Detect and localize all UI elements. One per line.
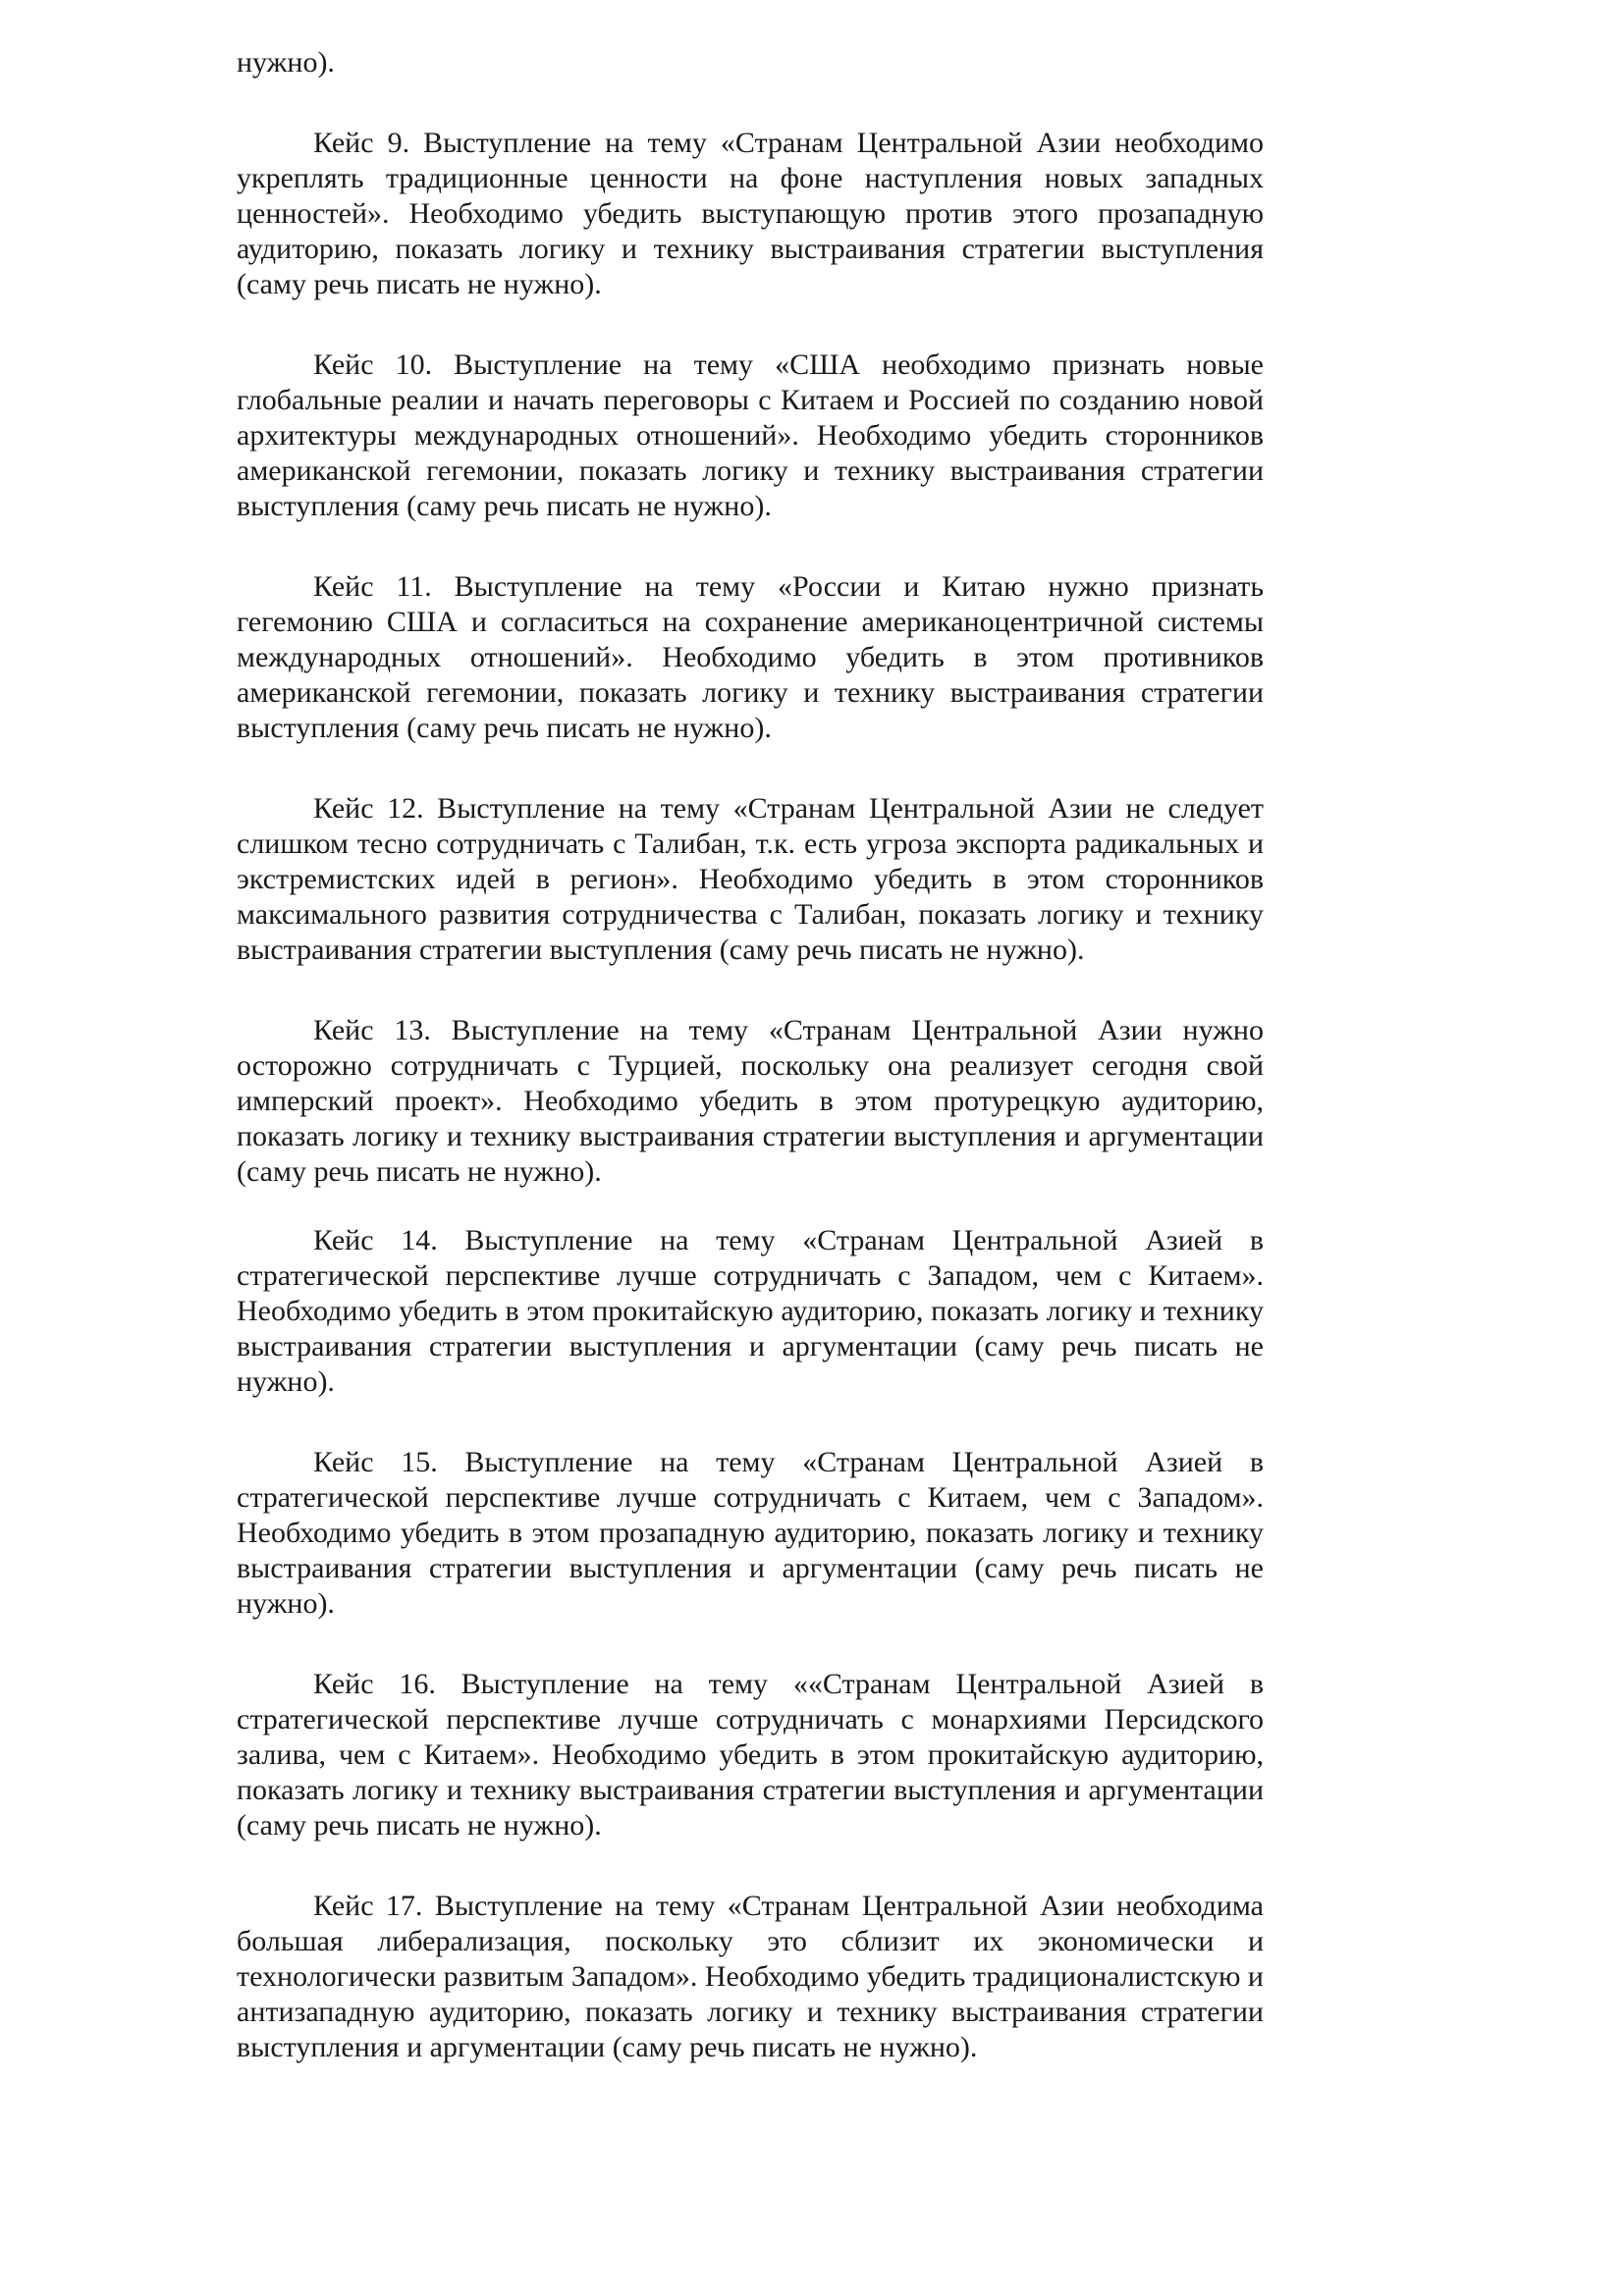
case-16: Кейс 16. Выступление на тему ««Странам Центральной Азией в стратегической перспективе лучше сотрудничать с монархиями Персидского залива, чем с Китаем». Необходимо убедить в этом прокитайскую аудиторию, показать логику и технику выстраивания стратегии выступления и аргументации (саму речь писать не нужно). [237,1668,1264,1842]
case-12: Кейс 12. Выступление на тему «Странам Центральной Азии не следует слишком тесно сотрудничать с Талибан, т.к. есть угроза экспорта радикальных и экстремистских идей в регион». Необходимо убедить в этом сторонников максимального развития сотрудничества с Талибан, показать логику и технику выстраивания стратегии выступления (саму речь писать не нужно). [237,792,1264,966]
case-13: Кейс 13. Выступление на тему «Странам Центральной Азии нужно осторожно сотрудничать с Турцией, поскольку она реализует сегодня свой имперский проект». Необходимо убедить в этом протурецкую аудиторию, показать логику и технику выстраивания стратегии выступления и аргументации (саму речь писать не нужно). [237,1014,1264,1188]
case-15: Кейс 15. Выступление на тему «Странам Центральной Азией в стратегической перспективе лучше сотрудничать с Китаем, чем с Западом». Необходимо убедить в этом прозападную аудиторию, показать логику и технику выстраивания стратегии выступления и аргументации (саму речь писать не нужно). [237,1446,1264,1620]
case-10: Кейс 10. Выступление на тему «США необходимо признать новые глобальные реалии и начать переговоры с Китаем и Россией по созданию новой архитектуры международных отношений». Необходимо убедить сторонников американской гегемонии, показать логику и технику выстраивания стратегии выступления (саму речь писать не нужно). [237,348,1264,522]
case-11: Кейс 11. Выступление на тему «России и Китаю нужно признать гегемонию США и согласиться на сохранение американоцентричной системы международных отношений». Необходимо убедить в этом противников американской гегемонии, показать логику и технику выстраивания стратегии выступления (саму речь писать не нужно). [237,570,1264,744]
case-14: Кейс 14. Выступление на тему «Странам Центральной Азией в стратегической перспективе лучше сотрудничать с Западом, чем с Китаем». Необходимо убедить в этом прокитайскую аудиторию, показать логику и технику выстраивания стратегии выступления и аргументации (саму речь писать не нужно). [237,1224,1264,1398]
case-9: Кейс 9. Выступление на тему «Странам Центральной Азии необходимо укреплять традиционные ценности на фоне наступления новых западных ценностей». Необходимо убедить выступающую против этого прозападную аудиторию, показать логику и технику выстраивания стратегии выступления (саму речь писать не нужно). [237,127,1264,300]
lead-fragment: нужно). [237,46,335,79]
case-17: Кейс 17. Выступление на тему «Странам Центральной Азии необходима большая либерализация, поскольку это сблизит их экономически и технологически развитым Западом». Необходимо убедить традиционалистскую и антизападную аудиторию, показать логику и технику выстраивания стратегии выступления и аргументации (саму речь писать не нужно). [237,1890,1264,2063]
document-body [237,45,1264,2110]
